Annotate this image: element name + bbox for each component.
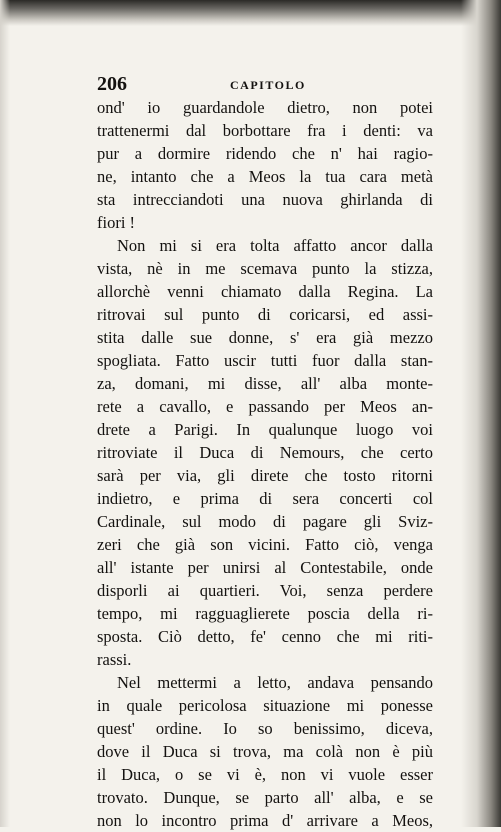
text-line: il Duca, o se vi è, non vi vuole esser — [97, 765, 433, 784]
text-line: pur a dormire ridendo che n' hai ragio- — [97, 144, 433, 163]
text-line: ond' io guardandole dietro, non potei — [97, 98, 433, 117]
paragraph-start-line: Nel mettermi a letto, andava pensando — [117, 673, 433, 692]
text-line: sposta. Ciò detto, fe' cenno che mi riti- — [97, 627, 433, 646]
text-line: all' istante per unirsi al Contestabile, onde — [97, 558, 433, 577]
page-number: 206 — [97, 73, 127, 95]
page-edge-right — [461, 0, 501, 827]
text-line: za, domani, mi disse, all' alba monte- — [97, 374, 433, 393]
text-line: sarà per via, gli direte che tosto ritorni — [97, 466, 433, 485]
text-line: ritrovai sul punto di coricarsi, ed assi- — [97, 305, 433, 324]
text-line: stita dalle sue donne, s' era già mezzo — [97, 328, 433, 347]
text-line: fiori ! — [97, 213, 136, 232]
text-line: disporli ai quartieri. Voi, senza perdere — [97, 581, 433, 600]
text-line: in quale pericolosa situazione mi ponesse — [97, 696, 433, 715]
text-line: drete a Parigi. In qualunque luogo voi — [97, 420, 433, 439]
text-line: sta intrecciandoti una nuova ghirlanda di — [97, 190, 433, 209]
text-line: quest' ordine. Io so benissimo, diceva, — [97, 719, 433, 738]
text-line: dove il Duca si trova, ma colà non è più — [97, 742, 433, 761]
page-edge-top — [0, 0, 501, 26]
text-line: Cardinale, sul modo di pagare gli Sviz- — [97, 512, 433, 531]
text-line: non lo incontro prima d' arrivare a Meos, — [97, 811, 433, 830]
chapter-heading: CAPITOLO — [230, 78, 306, 92]
text-line: allorchè venni chiamato dalla Regina. La — [97, 282, 433, 301]
text-line: vista, nè in me scemava punto la stizza, — [97, 259, 433, 278]
page-edge-left — [0, 0, 10, 827]
text-line: ne, intanto che a Meos la tua cara metà — [97, 167, 433, 186]
text-line: trattenermi dal borbottare fra i denti: va — [97, 121, 433, 140]
paragraph-start-line: Non mi si era tolta affatto ancor dalla — [117, 236, 433, 255]
text-line: zeri che già son vicini. Fatto ciò, venga — [97, 535, 433, 554]
text-line: trovato. Dunque, se parto all' alba, e se — [97, 788, 433, 807]
text-line: spogliata. Fatto uscir tutti fuor dalla stan- — [97, 351, 433, 370]
text-line: rete a cavallo, e passando per Meos an- — [97, 397, 433, 416]
text-line: rassi. — [97, 650, 132, 669]
text-line: indietro, e prima di sera concerti col — [97, 489, 433, 508]
text-line: ritroviate il Duca di Nemours, che certo — [97, 443, 433, 462]
body-text — [97, 96, 433, 832]
running-head — [97, 73, 427, 95]
text-line: tempo, mi ragguaglierete poscia della ri- — [97, 604, 433, 623]
